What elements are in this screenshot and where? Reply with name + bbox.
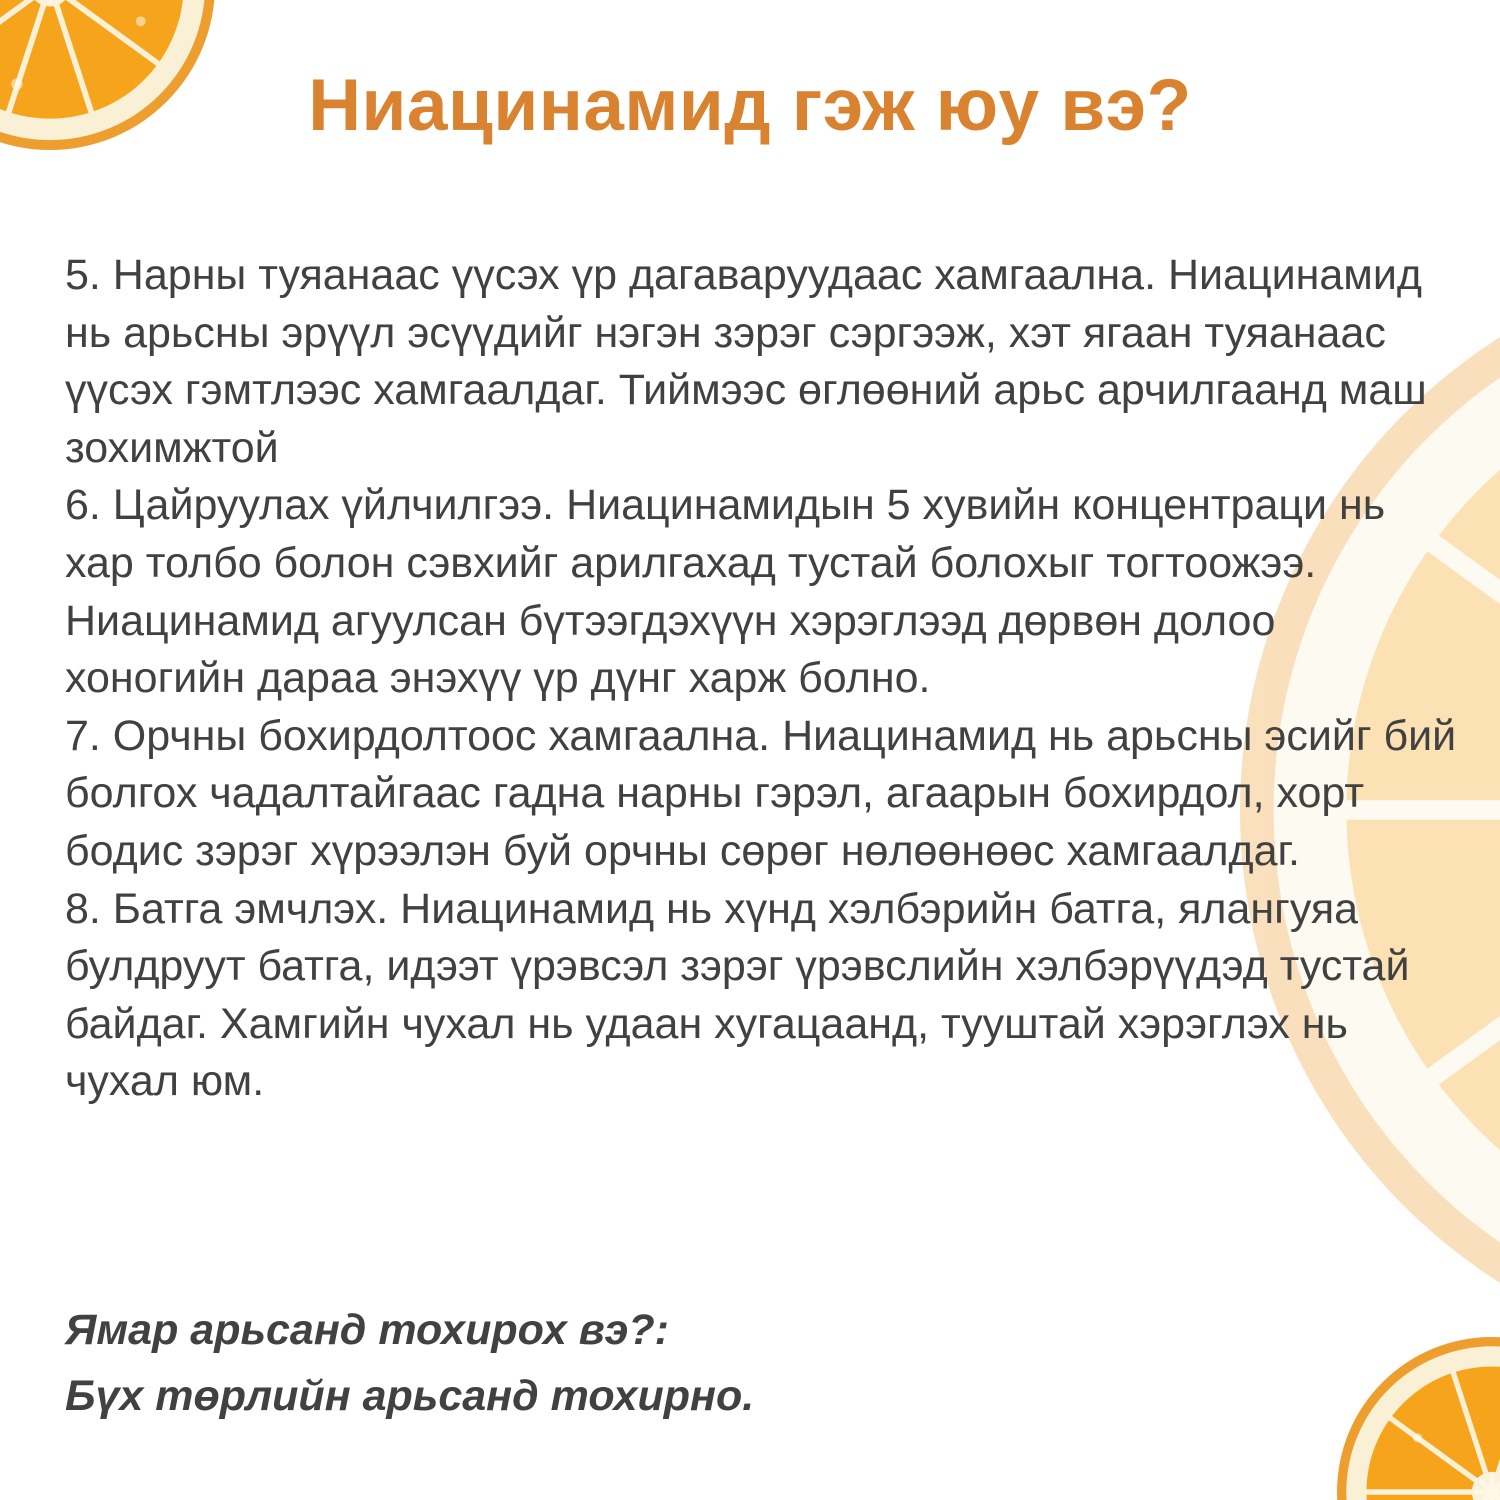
body-text-block xyxy=(65,247,1457,1111)
footer-note xyxy=(65,1297,1265,1429)
paragraph-brightening: 6. Цайруулах үйлчилгээ. Ниацинамидын 5 хувийн концентраци нь хар толбо болон сэвхийг арилгахад тустай болохыг тогтоожээ. Ниацинамид агуулсан бүтээгдэхүүн хэрэглээд дөрвөн долоо хоногийн дараа энэхүү үр дүнг харж болно. xyxy=(65,481,1386,703)
page-title: Ниацинамид гэж юу вэ? xyxy=(308,65,1192,146)
footer-answer: Бүх төрлийн арьсанд тохирно. xyxy=(65,1372,755,1420)
paragraph-sun-protection: 5. Нарны туяанаас үүсэх үр дагаваруудаас хамгаална. Ниацинамид нь арьсны эрүүл эсүүдийг нэгэн зэрэг сэргээж, хэт ягаан туяанаас үүсэх гэмтлээс хамгаалдаг. Тиймээс өглөөний арьс арчилгаанд маш зохимжтой xyxy=(65,251,1427,472)
footer-question: Ямар арьсанд тохирох вэ?: xyxy=(65,1306,669,1354)
paragraph-acne-treatment: 8. Батга эмчлэх. Ниацинамид нь хүнд хэлбэрийн батга, ялангуяа булдруут батга, идээт үрэвсэл зэрэг үрэвслийн хэлбэрүүдэд тустай байдаг. Хамгийн чухал нь удаан хугацаанд, тууштай хэрэглэх нь чухал юм. xyxy=(65,884,1410,1106)
orange-slice-bottom-right-icon xyxy=(1337,1337,1500,1500)
paragraph-environment-protection: 7. Орчны бохирдолтоос хамгаална. Ниацинамид нь арьсны эсийг бий болгох чадалтайгаас гадна нарны гэрэл, агаарын бохирдол, хорт бодис зэрэг хүрээлэн буй орчны сөрөг нөлөөнөөс хамгаалдаг. xyxy=(65,711,1457,875)
